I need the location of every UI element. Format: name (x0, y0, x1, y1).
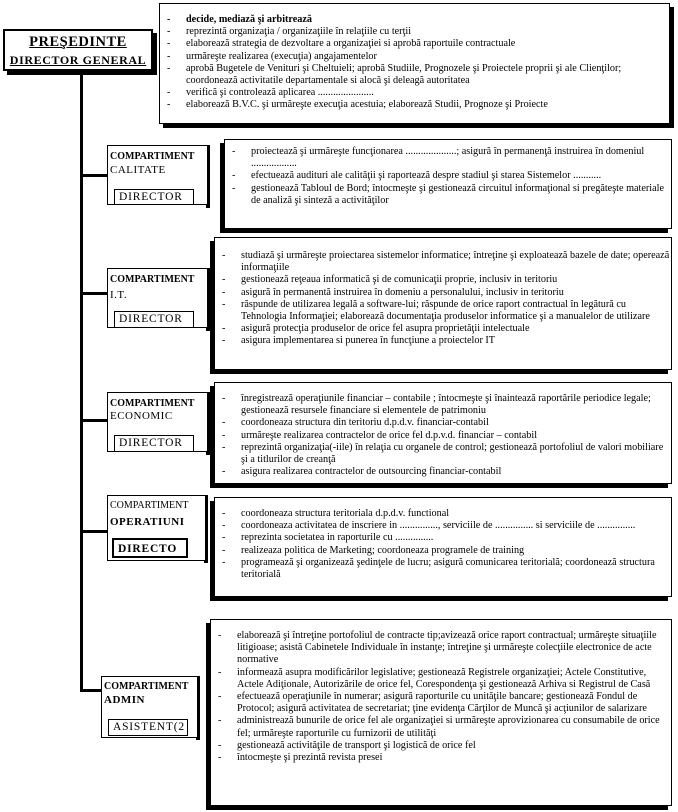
duty-item: - întocmeşte şi prezintă revista presei (211, 752, 671, 764)
president-title: PREŞEDINTE (29, 34, 127, 50)
dept-operatiuni-duties (214, 497, 672, 597)
duty-item: - coordoneaza structura teritoriala d.p.d.v. functional (215, 508, 671, 520)
duty-item: - studiază şi urmăreşte proiectarea sistemelor informatice; întreţine şi exploatează bazele de date; operează informaţiile (215, 250, 671, 274)
duty-item: - realizeaza politica de Marketing; coordoneaza programele de training (215, 545, 671, 557)
connector (80, 174, 108, 177)
dept-head-box: DIRECTOR (114, 435, 194, 452)
duty-item: - asigura realizarea contractelor de outsourcing financiar-contabil (215, 466, 671, 478)
duty-item: - reprezinta societatea in raporturile cu ............... (215, 532, 671, 544)
dept-it-duties (214, 237, 672, 370)
connector (80, 689, 102, 692)
duty-item: - urmăreşte realizarea (execuţia) angajamentelor (160, 51, 669, 63)
duty-item: - reprezintă organizaţia(-iile) în relaţia cu organele de control; gestionează portofoliul de valori mobiliare şi a titlurilor de creanţă (215, 442, 671, 466)
duty-item: - efectuează audituri ale calităţii şi raportează despre stadiul şi starea Sistemelor ........... (225, 170, 671, 182)
duties-list (211, 630, 671, 764)
duty-item: - asigură protecţia produselor de orice fel asupra proprietăţii intelectuale (215, 323, 671, 335)
duties-list (215, 393, 671, 478)
dept-head-box: DIRECTOR (114, 189, 194, 205)
president-duties-list (160, 14, 669, 112)
dept-label-top: COMPARTIMENT (110, 398, 195, 409)
dept-label-top: COMPARTIMENT (110, 151, 195, 162)
connector (80, 530, 108, 533)
org-spine (80, 72, 83, 690)
duties-list (215, 250, 671, 348)
dept-label-name: CALITATE (110, 164, 166, 176)
president-box (3, 29, 153, 71)
dept-head-box: DIRECTOR (114, 311, 194, 328)
duty-item: - gestionează Tabloul de Bord; întocmeşte şi gestionează circuitul informaţional si pregăteşte materiale de analiză şi sinteză a activităţilor (225, 183, 671, 207)
duties-list (215, 508, 671, 581)
duties-list (225, 146, 671, 207)
duty-item: - asigură în permanentă instruirea în domeniu a personalului, inclusiv in teritoriu (215, 287, 671, 299)
duty-item: - elaborează şi întreţine portofoliul de contracte tip;avizează orice raport contractual; urmăreşte situaţiile litigioase; asistă Cabinetele Individuale în instanţe; întreţine şi urmăreşte colecţiile electronice de acte normative (211, 630, 671, 667)
dept-label-name: ADMIN (104, 694, 145, 706)
president-duties-box (159, 3, 670, 124)
duty-item: - coordoneaza structura din teritoriu d.p.d.v. financiar-contabil (215, 417, 671, 429)
dept-head-box: ASISTENT(2 (108, 719, 188, 736)
dept-label-name: ECONOMIC (110, 410, 173, 422)
duty-item: - gestionează reţeaua informatică şi de comunicaţii proprie, inclusiv in teritoriu (215, 274, 671, 286)
duty-item: - verifică şi controlează aplicarea ...................... (160, 87, 669, 99)
duty-item: - elaborează B.V.C. şi urmăreşte execuţia acestuia; elaborează Studii, Prognoze şi Proiecte (160, 99, 669, 111)
dept-calitate-duties (224, 139, 672, 229)
duty-item: - aprobă Bugetele de Venituri şi Cheltuieli; aprobă Studiile, Prognozele şi Proiectele proprii şi ale Clienţilor; coordonează activitatile departamentale si alocă şi deleagă autoritatea (160, 63, 669, 87)
duty-item: - urmăreşte realizarea contractelor de orice fel d.p.v.d. financiar – contabil (215, 430, 671, 442)
duty-item: - decide, mediază şi arbitrează (160, 14, 669, 26)
duty-item: - coordoneaza activitatea de inscriere in ..............., serviciile de ............... si serviciile de ............... (215, 520, 671, 532)
duty-item: - programează şi organizează şedinţele de lucru; asigură comunicarea teritorială; coordonează structura teritorială (215, 557, 671, 581)
duty-item: - proiectează şi urmăreşte funcţionarea ....................; asigură în permanenţă instruirea în domeniul .................. (225, 146, 671, 170)
dept-label-name: I.T. (110, 289, 128, 301)
duty-item: - răspunde de utilizarea legală a software-lui; răspunde de orice raport contractual în legătură cu Tehnologia Informaţiei; elaborează documentaţia produselor informatice şi a manualelor de utilizare (215, 299, 671, 323)
duty-item: - înregistrează operaţiunile financiar – contabile ; întocmeşte şi înaintează raportările periodice legale; gestionează resursele financiare si elementele de patrimoniu (215, 393, 671, 417)
duty-item: - efectuează operaţiunile în numerar; asigură raporturile cu unităţile bancare; gestionează Fondul de Protocol; asigură activitatea de secretariat; ţine evidenţa Cărţilor de Muncă şi acţiunilor de salarizare (211, 691, 671, 715)
connector (80, 292, 108, 295)
dept-head-box: DIRECTO (112, 538, 188, 558)
dept-label-name: OPERATIUNI (110, 516, 185, 528)
duty-item: - informează asupra modificărilor legislative; gestionează Registrele organizaţiei; Actele Constitutive, Actele Adiţionale, Autorizările de orice fel, Corespondenţa şi gestionează Arhiva si Registrul de Casă (211, 667, 671, 691)
connector (80, 419, 108, 422)
duty-item: - elaborează strategia de dezvoltare a organizaţiei si aprobă raportuile contractuale (160, 38, 669, 50)
dept-label-top: COMPARTIMENT (110, 500, 189, 511)
dept-label-top: COMPARTIMENT (110, 274, 195, 285)
duty-item: - gestionează activităţile de transport şi logistică de orice fel (211, 740, 671, 752)
duty-item: - reprezintă organizaţia / organizaţiile în relaţiile cu terţii (160, 26, 669, 38)
dept-admin-duties (210, 619, 672, 806)
dept-label-top: COMPARTIMENT (104, 681, 189, 692)
duty-item: - administrează bunurile de orice fel ale organizaţiei si urmăreşte aprovizionarea cu consumabile de orice fel; urmăreşte raporturile cu furnizorii de utilităţi (211, 715, 671, 739)
dept-economic-duties (214, 382, 672, 484)
president-subtitle: DIRECTOR GENERAL (9, 53, 147, 67)
duty-item: - asigura implementarea si punerea în funcţiune a proiectelor IT (215, 335, 671, 347)
